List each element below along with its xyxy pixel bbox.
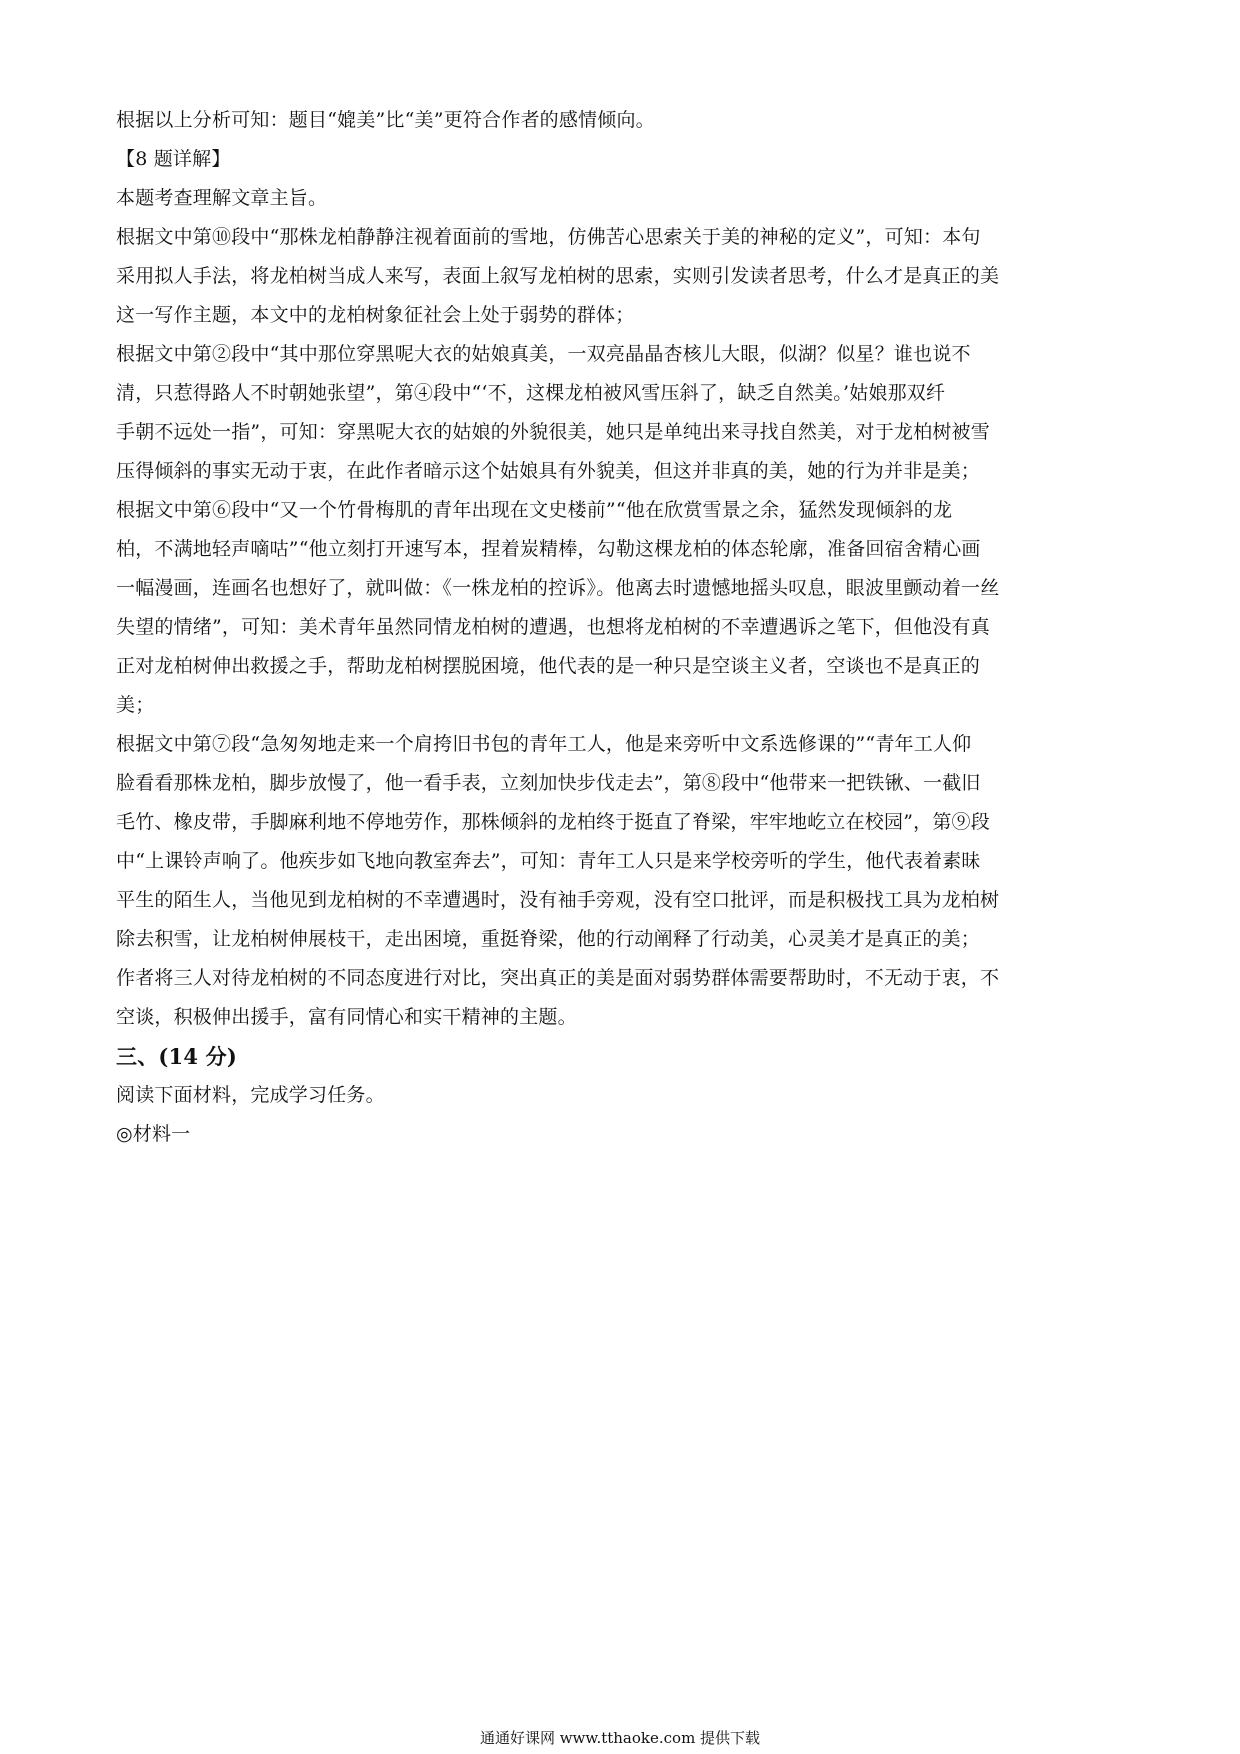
- text-line: 本题考查理解文章主旨。: [116, 187, 328, 209]
- text-line: 中“上课铃声响了。他疾步如飞地向教室奔去”，可知：青年工人只是来学校旁听的学生，他代表着素昧: [116, 850, 981, 872]
- question-label: 【8 题详解】: [116, 148, 231, 170]
- text-line: 失望的情绪”，可知：美术青年虽然同情龙柏树的遭遇，也想将龙柏树的不幸遭遇诉之笔下，但他没有真: [116, 616, 990, 638]
- text-line: 平生的陌生人，当他见到龙柏树的不幸遭遇时，没有袖手旁观，没有空口批评，而是积极找工具为龙柏树: [116, 889, 1000, 911]
- text-line: 美；: [116, 694, 155, 716]
- text-line: 除去积雪，让龙柏树伸展枝干，走出困境，重挺脊梁，他的行动阐释了行动美，心灵美才是真正的美；: [116, 928, 981, 950]
- text-line: 空谈，积极伸出援手，富有同情心和实干精神的主题。: [116, 1006, 577, 1028]
- instruction-text: 阅读下面材料，完成学习任务。: [116, 1084, 385, 1106]
- text-line: 压得倾斜的事实无动于衷，在此作者暗示这个姑娘具有外貌美，但这并非真的美，她的行为并非是美；: [116, 460, 981, 482]
- text-line: 采用拟人手法，将龙柏树当成人来写，表面上叙写龙柏树的思索，实则引发读者思考，什么才是真正的美: [116, 265, 1000, 287]
- material-label: ◎材料一: [116, 1123, 191, 1145]
- text-line: 一幅漫画，连画名也想好了，就叫做：《一株龙柏的控诉》。他离去时遗憾地摇头叹息，眼波里颤动着一丝: [116, 577, 1000, 599]
- document-body: [116, 101, 1128, 1154]
- text-line: 作者将三人对待龙柏树的不同态度进行对比，突出真正的美是面对弱势群体需要帮助时，不无动于衷，不: [116, 967, 1000, 989]
- text-line: 脸看看那株龙柏，脚步放慢了，他一看手表，立刻加快步伐走去”，第⑧段中“他带来一把铁锹、一截旧: [116, 772, 981, 794]
- text-line: 手朝不远处一指”，可知：穿黑呢大衣的姑娘的外貌很美，她只是单纯出来寻找自然美，对于龙柏树被雪: [116, 421, 990, 443]
- section-heading: 三、(14 分): [116, 1044, 238, 1069]
- text-line: 根据文中第⑩段中“那株龙柏静静注视着面前的雪地，仿佛苦心思索关于美的神秘的定义”，可知：本句: [116, 226, 981, 248]
- text-line: 清，只惹得路人不时朝她张望”，第④段中“‘不，这棵龙柏被风雪压斜了，缺乏自然美。’姑娘那双纤: [116, 382, 946, 404]
- text-line: 正对龙柏树伸出救援之手，帮助龙柏树摆脱困境，他代表的是一种只是空谈主义者，空谈也不是真正的: [116, 655, 981, 677]
- text-line: 根据文中第⑥段中“又一个竹骨梅肌的青年出现在文史楼前”“他在欣赏雪景之余，猛然发现倾斜的龙: [116, 499, 953, 521]
- text-line: 根据文中第②段中“其中那位穿黑呢大衣的姑娘真美，一双亮晶晶杏核儿大眼，似湖？似星？谁也说不: [116, 343, 971, 365]
- page-footer: 通通好课网 www.tthaoke.com 提供下载: [479, 1729, 761, 1747]
- text-line: 根据文中第⑦段“急匆匆地走来一个肩挎旧书包的青年工人，他是来旁听中文系选修课的”“青年工人仰: [116, 733, 972, 755]
- text-line: 根据以上分析可知：题目“媲美”比“美”更符合作者的感情倾向。: [116, 109, 655, 131]
- text-line: 这一写作主题，本文中的龙柏树象征社会上处于弱势的群体；: [116, 304, 635, 326]
- text-line: 柏，不满地轻声嘀咕”“他立刻打开速写本，捏着炭精棒，勾勒这棵龙柏的体态轮廓，准备回宿舍精心画: [116, 538, 981, 560]
- text-line: 毛竹、橡皮带，手脚麻利地不停地劳作，那株倾斜的龙柏终于挺直了脊梁，牢牢地屹立在校园”，第⑨段: [116, 811, 990, 833]
